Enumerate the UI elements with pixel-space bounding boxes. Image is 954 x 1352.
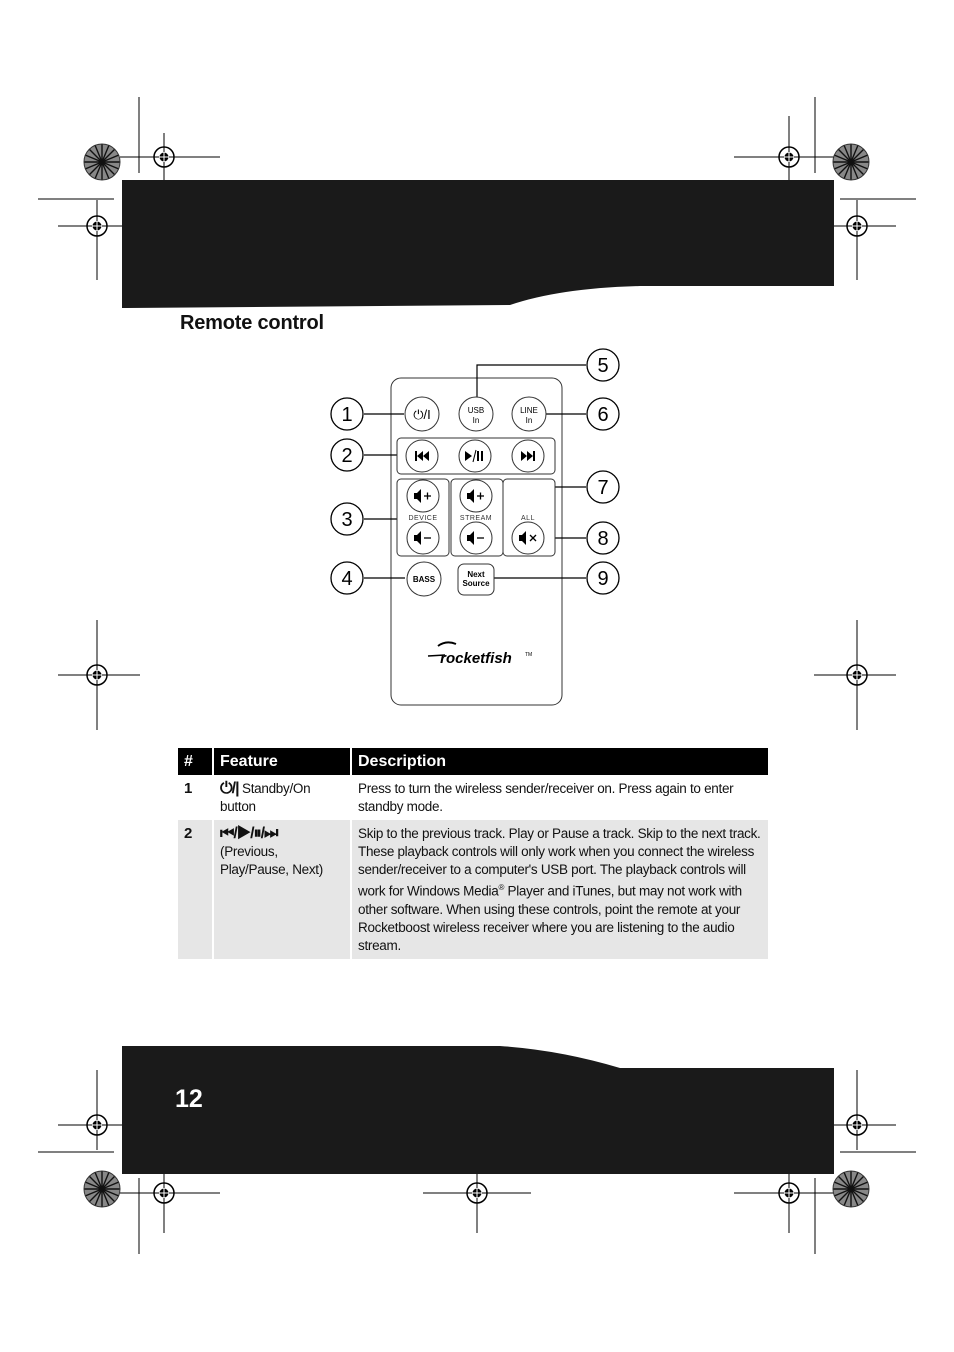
section-title: Remote control <box>180 312 324 334</box>
header-feature: Feature <box>213 748 351 775</box>
header-number: # <box>178 748 213 775</box>
callout-9-label: 9 <box>597 568 609 590</box>
callout-3-label: 3 <box>341 509 353 531</box>
playback-controls-icon: ⏮/▶/⏸/⏭ <box>220 825 278 842</box>
usb-in-label-2: In <box>472 416 480 425</box>
all-mute-button <box>512 522 544 554</box>
callout-6-label: 6 <box>597 404 609 426</box>
callout-4-label: 4 <box>341 568 353 590</box>
brand-tm: TM <box>525 652 533 658</box>
callout-2-label: 2 <box>341 445 353 467</box>
feature-table <box>178 748 768 959</box>
callout-5-label: 5 <box>597 355 609 377</box>
row-number: 2 <box>178 820 213 959</box>
device-volume-up-button <box>407 480 439 512</box>
power-button-label: ⏻/I <box>413 407 431 422</box>
table-header-row <box>178 748 768 775</box>
line-in-label-2: In <box>525 416 533 425</box>
row-number: 1 <box>178 775 213 820</box>
registered-mark: ® <box>498 883 505 892</box>
bass-label: BASS <box>412 575 436 584</box>
usb-in-label-1: USB <box>467 406 485 415</box>
table-row <box>178 775 768 820</box>
stream-label: STREAM <box>459 515 493 522</box>
stream-volume-up-button <box>460 480 492 512</box>
next-source-label-2: Source <box>462 579 490 588</box>
description-part: Player and iTunes, but may not work with other software. When using these controls, point the remote at your Rocketboost wireless receiver where you are listening to the audio stream. <box>358 883 742 953</box>
row-feature <box>213 775 351 820</box>
row-description: Press to turn the wireless sender/receiver on. Press again to enter standby mode. <box>351 775 768 820</box>
row-feature-text: (Previous, Play/Pause, Next) <box>220 844 323 877</box>
stream-volume-down-button <box>460 522 492 554</box>
device-volume-down-button <box>407 522 439 554</box>
power-icon: ⏻/| <box>220 780 239 797</box>
device-label: DEVICE <box>408 515 438 522</box>
header-description: Description <box>351 748 768 775</box>
all-label: ALL <box>521 515 535 522</box>
table-row <box>178 820 768 959</box>
description-part: Skip to the previous track. Play or Pause a track. Skip to the next track. These playback controls will only work when you connect the wireless sender/receiver to a computer's USB port. The playback controls will work for Windows Media <box>358 826 761 899</box>
page-number: 12 <box>175 1085 203 1113</box>
row-feature-text: Standby/On button <box>220 781 311 814</box>
row-description <box>351 820 768 959</box>
brand-text: rocketfish <box>440 650 512 667</box>
remote-diagram <box>320 345 640 715</box>
callout-7-label: 7 <box>597 477 609 499</box>
row-feature <box>213 820 351 959</box>
next-source-label-1: Next <box>467 570 485 579</box>
callout-1-label: 1 <box>341 404 353 426</box>
previous-icon <box>415 451 417 461</box>
line-in-label-1: LINE <box>520 406 538 415</box>
callout-8-label: 8 <box>597 528 609 550</box>
